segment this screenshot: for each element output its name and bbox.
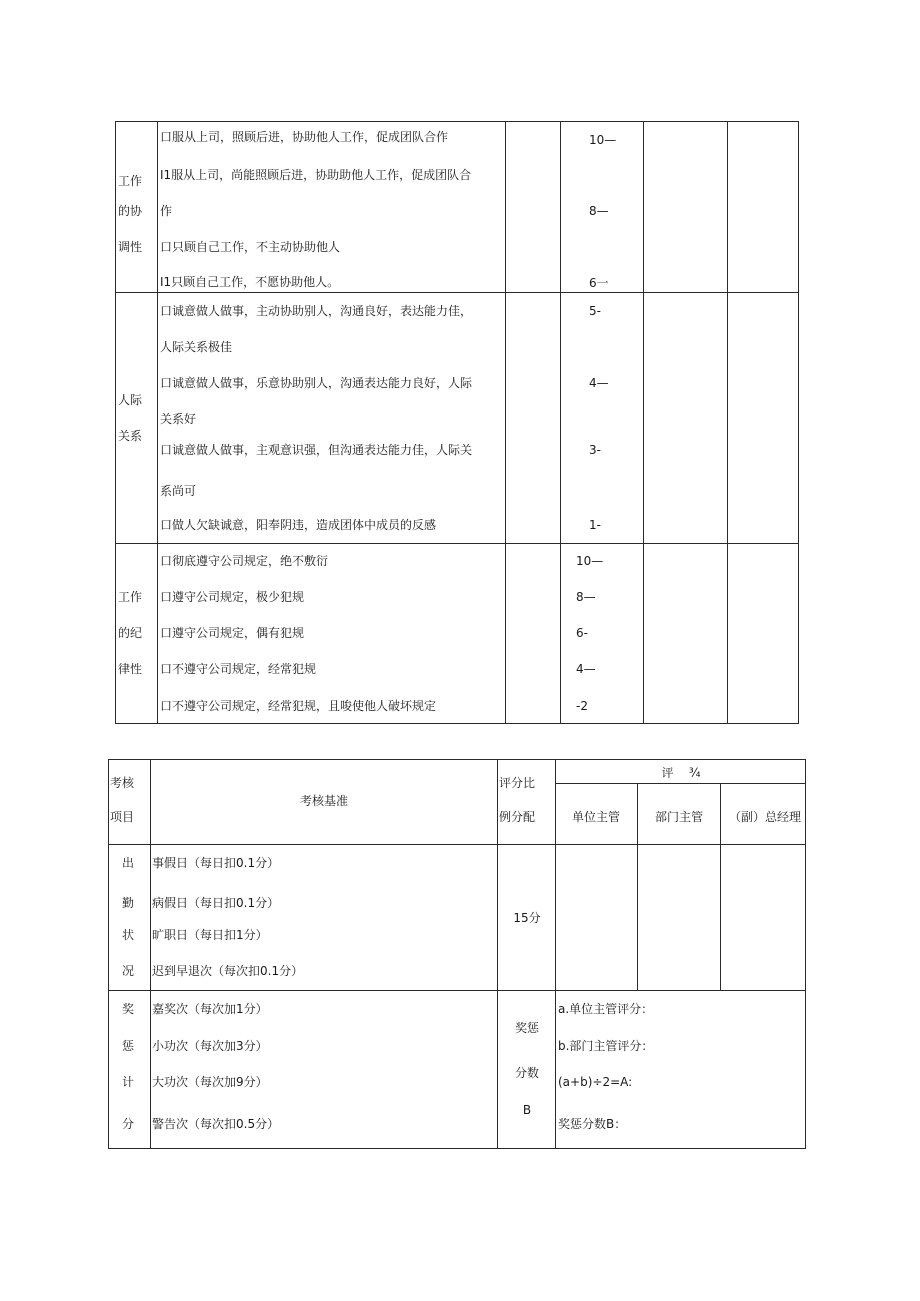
attendance-name-char: 况: [121, 964, 135, 978]
header-item-line: 项目: [110, 810, 135, 824]
rewards-name-char: 计: [121, 1075, 135, 1089]
item-name-line: 工作: [118, 590, 143, 604]
attendance-criteria-line: 迟到早退次（每次扣0.1分）: [152, 964, 304, 978]
header-ratio-line: 评分比: [499, 776, 536, 790]
item-name-line: 的协: [118, 204, 143, 218]
item-name-line: 人际: [118, 393, 143, 407]
criteria-line: 口遵守公司规定，偶有犯规: [160, 626, 305, 640]
criteria-line: 人际关系极佳: [160, 340, 233, 354]
rewards-criteria-line: 小功次（每次加3分）: [152, 1039, 268, 1053]
score-option: 4—: [589, 376, 609, 390]
attendance-criteria-line: 病假日（每日扣0.1分）: [152, 896, 280, 910]
score-option: 6一: [589, 276, 609, 290]
rewards-name-char: 奖: [121, 1002, 135, 1016]
item-name-line: 关系: [118, 429, 143, 443]
header-dept-supervisor: 部门主管: [654, 810, 704, 824]
criteria-line: 口不遵守公司规定，经常犯规，且唆使他人破坏规定: [160, 699, 437, 713]
criteria-line: 口做人欠缺诚意，阳奉阴违，造成团体中成员的反感: [160, 518, 437, 532]
criteria-line: 口服从上司，照顾后进，协助他人工作，促成团队合作: [160, 130, 449, 144]
criteria-line: 口彻底遵守公司规定，绝不敷衍: [160, 554, 329, 568]
item-name-line: 律性: [118, 662, 143, 676]
attendance-name-char: 状: [121, 928, 135, 942]
header-general-manager: （副）总经理: [728, 810, 802, 824]
criteria-line: I1只顾自己工作，不愿协助他人。: [160, 275, 340, 289]
item-name-line: 调性: [118, 240, 143, 254]
rewards-ratio-line: B: [522, 1103, 532, 1117]
item-name-line: 工作: [118, 174, 143, 188]
criteria-line: 口只顾自己工作，不主动协助他人: [160, 240, 341, 254]
rewards-name-char: 分: [121, 1117, 135, 1131]
rewards-ratio-line: 分数: [514, 1066, 540, 1080]
criteria-line: 关系好: [160, 412, 197, 426]
criteria-line: 口诚意做人做事，主观意识强，但沟通表达能力佳，人际关: [160, 443, 473, 457]
score-option: 4—: [576, 662, 596, 676]
score-option: 6-: [576, 626, 588, 640]
rewards-calc-line: a.单位主管评分：: [558, 1002, 654, 1016]
header-score-group: 评 ¾: [661, 766, 701, 780]
attendance-name-char: 勤: [121, 896, 135, 910]
score-option: 8—: [589, 204, 609, 218]
score-option: -2: [576, 699, 588, 713]
rewards-ratio-line: 奖惩: [514, 1021, 540, 1035]
criteria-line: I1服从上司，尚能照顾后进，协助助他人工作，促成团队合: [160, 168, 472, 182]
attendance-name-char: 出: [121, 856, 135, 870]
score-option: 1-: [589, 518, 601, 532]
criteria-line: 口诚意做人做事，主动协助别人，沟通良好，表达能力佳，: [160, 304, 473, 318]
rewards-name-char: 惩: [121, 1039, 135, 1053]
header-criteria: 考核基准: [299, 794, 349, 808]
item-name-line: 的纪: [118, 626, 143, 640]
criteria-line: 作: [160, 204, 173, 218]
header-item-line: 考核: [110, 776, 135, 790]
criteria-line: 系尚可: [160, 484, 197, 498]
score-option: 10—: [589, 133, 617, 147]
attendance-criteria-line: 旷职日（每日扣1分）: [152, 928, 268, 942]
header-ratio-line: 例分配: [499, 810, 536, 824]
rewards-calc-line: 奖惩分数B：: [558, 1117, 627, 1131]
attendance-ratio: 15分: [513, 911, 541, 925]
score-option: 10—: [576, 554, 604, 568]
criteria-line: 口遵守公司规定，极少犯规: [160, 590, 305, 604]
criteria-line: 口诚意做人做事，乐意协助别人，沟通表达能力良好，人际: [160, 376, 473, 390]
rewards-criteria-line: 嘉奖次（每次加1分）: [152, 1002, 268, 1016]
header-unit-supervisor: 单位主管: [571, 810, 621, 824]
score-option: 5-: [589, 304, 601, 318]
attendance-criteria-line: 事假日（每日扣0.1分）: [152, 856, 280, 870]
rewards-calc-line: (a+b)÷2=A:: [558, 1075, 633, 1089]
rewards-calc-line: b.部门主管评分：: [558, 1039, 654, 1053]
criteria-line: 口不遵守公司规定，经常犯规: [160, 662, 317, 676]
rewards-criteria-line: 大功次（每次加9分）: [152, 1075, 268, 1089]
score-option: 3-: [589, 443, 601, 457]
rewards-criteria-line: 警告次（每次扣0.5分）: [152, 1117, 280, 1131]
score-option: 8—: [576, 590, 596, 604]
